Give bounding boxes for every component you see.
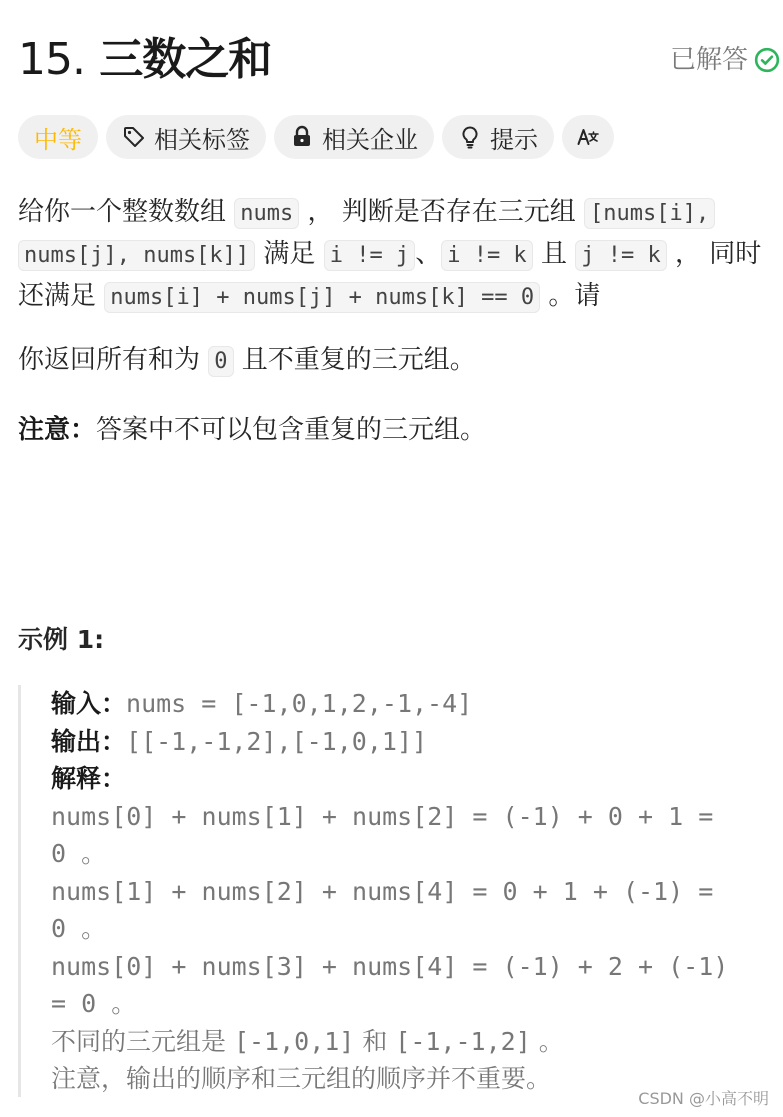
text: 还满足 bbox=[18, 281, 105, 311]
text: 不同的三元组是 bbox=[51, 1026, 234, 1056]
tag-icon bbox=[122, 125, 146, 149]
explain-line: 0 。 bbox=[51, 914, 107, 943]
related-tags-button[interactable] bbox=[106, 115, 266, 159]
text: ， 同时 bbox=[666, 239, 762, 269]
hint-label: 提示 bbox=[490, 125, 538, 154]
related-companies-label: 相关企业 bbox=[322, 125, 418, 154]
explain-label: 解释： bbox=[51, 764, 127, 793]
description-line bbox=[18, 192, 761, 234]
output-value: [[-1,-1,2],[-1,0,1]] bbox=[126, 726, 428, 756]
related-tags-label: 相关标签 bbox=[154, 125, 250, 154]
inline-code: [-1,0,1] bbox=[233, 1026, 355, 1056]
inline-code: [nums[i], bbox=[584, 198, 715, 229]
text: 你返回所有和为 bbox=[18, 345, 209, 375]
tag-bar bbox=[18, 115, 614, 159]
description-line bbox=[18, 234, 761, 276]
text: 。 bbox=[530, 1026, 564, 1056]
check-circle-icon bbox=[754, 47, 780, 73]
problem-title[interactable] bbox=[18, 30, 271, 90]
text: ， 判断是否存在三元组 bbox=[299, 197, 585, 227]
translate-button[interactable] bbox=[562, 115, 614, 159]
explain-line: = 0 。 bbox=[51, 989, 137, 1018]
text: 且 bbox=[532, 239, 576, 269]
example-input bbox=[51, 685, 763, 723]
description-line bbox=[18, 276, 761, 318]
distinct-line bbox=[51, 1023, 763, 1061]
text: 满足 bbox=[255, 239, 324, 269]
inline-code: nums[j], nums[k]] bbox=[18, 240, 255, 271]
inline-code: i != j bbox=[324, 240, 415, 271]
explain-line: 0 。 bbox=[51, 839, 107, 868]
return-paragraph bbox=[18, 340, 476, 382]
inline-code: 0 bbox=[208, 346, 233, 377]
note-paragraph bbox=[18, 410, 486, 450]
hint-button[interactable] bbox=[442, 115, 554, 159]
inline-code: nums bbox=[234, 198, 299, 229]
title-row bbox=[18, 30, 768, 90]
explain-line: nums[0] + nums[3] + nums[4] = (-1) + 2 + (-1) bbox=[51, 951, 729, 981]
lightbulb-icon bbox=[458, 125, 482, 149]
text: 、 bbox=[415, 239, 442, 269]
description-paragraph bbox=[18, 192, 761, 318]
text: 。请 bbox=[540, 281, 601, 311]
problem-name: 三数之和 bbox=[99, 34, 272, 85]
solved-status bbox=[670, 40, 780, 80]
example-output bbox=[51, 723, 763, 761]
example-block bbox=[18, 685, 763, 1097]
order-note: 注意，输出的顺序和三元组的顺序并不重要。 bbox=[51, 1064, 552, 1093]
watermark: CSDN @小高不明 bbox=[638, 1089, 769, 1108]
translate-icon bbox=[576, 125, 600, 149]
solved-label: 已解答 bbox=[669, 45, 748, 75]
problem-number: 15. bbox=[18, 34, 85, 85]
inline-code: nums[i] + nums[j] + nums[k] == 0 bbox=[104, 282, 540, 313]
lock-icon bbox=[290, 125, 314, 149]
note-label: 注意： bbox=[18, 415, 97, 445]
inline-code: i != k bbox=[441, 240, 532, 271]
example-explain bbox=[51, 760, 763, 798]
inline-code: j != k bbox=[575, 240, 666, 271]
text: 和 bbox=[354, 1026, 396, 1056]
difficulty-label: 中等 bbox=[34, 125, 82, 154]
text: 且不重复的三元组。 bbox=[233, 345, 476, 375]
explain-line: nums[1] + nums[2] + nums[4] = 0 + 1 + (-1) = bbox=[51, 876, 714, 906]
note-text: 答案中不可以包含重复的三元组。 bbox=[96, 415, 487, 445]
output-label: 输出： bbox=[51, 726, 127, 756]
difficulty-badge[interactable] bbox=[18, 115, 98, 159]
input-label: 输入： bbox=[51, 689, 127, 718]
example-title: 示例 1: bbox=[18, 625, 105, 654]
inline-code: [-1,-1,2] bbox=[395, 1026, 531, 1056]
related-companies-button[interactable] bbox=[274, 115, 434, 159]
text: 给你一个整数数组 bbox=[18, 197, 235, 227]
explain-line: nums[0] + nums[1] + nums[2] = (-1) + 0 + 1 = bbox=[51, 801, 714, 831]
input-value: nums = [-1,0,1,2,-1,-4] bbox=[126, 689, 473, 718]
